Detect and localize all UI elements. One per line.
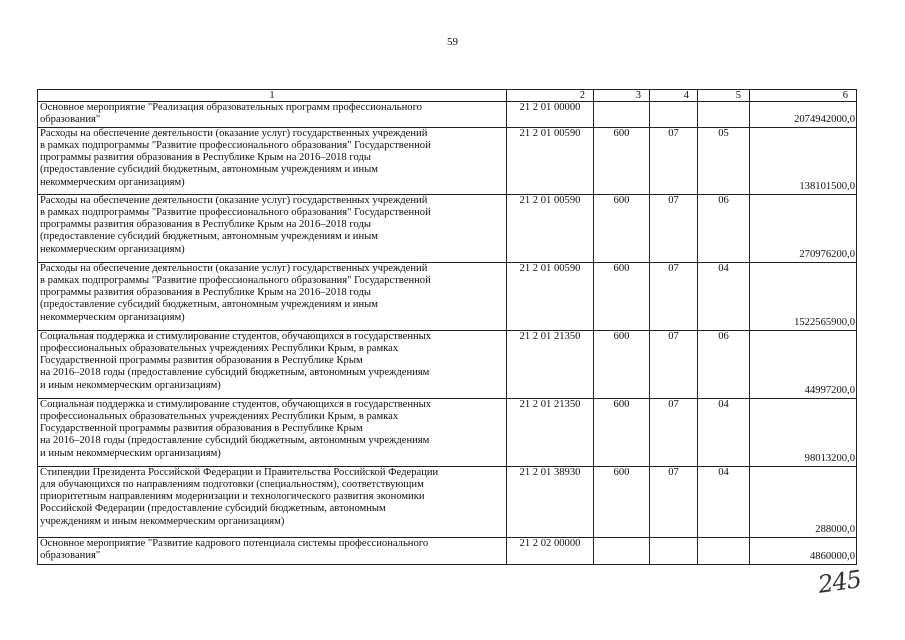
row-amount: 288000,0 bbox=[750, 466, 857, 537]
header-row bbox=[38, 90, 857, 102]
row-description: Расходы на обеспечение деятельности (оказание услуг) государственных учреждений в рамках подпрограммы "Развитие профессионального образования" Государственной программы развития образования в Республике Крым на 2016–2018 годы (предоставление субсидий бюджетным, автономным учреждениям и иным некоммерческим организациям) bbox=[38, 127, 507, 194]
row-col-4: 07 bbox=[650, 330, 698, 398]
row-col-4: 07 bbox=[650, 262, 698, 330]
row-amount: 4860000,0 bbox=[750, 537, 857, 564]
row-col-3 bbox=[594, 537, 650, 564]
row-col-5 bbox=[698, 102, 750, 128]
row-col-5: 06 bbox=[698, 194, 750, 262]
row-col-5: 04 bbox=[698, 398, 750, 466]
table-row bbox=[38, 537, 857, 564]
table-row bbox=[38, 330, 857, 398]
row-description: Основное мероприятие "Реализация образовательных программ профессионального образования" bbox=[38, 102, 507, 128]
row-code: 21 2 01 21350 bbox=[507, 330, 594, 398]
row-col-3: 600 bbox=[594, 398, 650, 466]
row-code: 21 2 02 00000 bbox=[507, 537, 594, 564]
header-col-6: 6 bbox=[750, 90, 857, 102]
row-amount: 98013200,0 bbox=[750, 398, 857, 466]
row-code: 21 2 01 21350 bbox=[507, 398, 594, 466]
table-row bbox=[38, 398, 857, 466]
table-row bbox=[38, 194, 857, 262]
row-code: 21 2 01 38930 bbox=[507, 466, 594, 537]
row-description: Социальная поддержка и стимулирование студентов, обучающихся в государственных профессиональных образовательных учреждениях Республики Крым, в рамках Государственной программы развития образования в Республике Крым на 2016–2018 годы (предоставление субсидий бюджетным, автономным учреждениям и иным некоммерческим организациям) bbox=[38, 330, 507, 398]
row-description: Социальная поддержка и стимулирование студентов, обучающихся в государственных профессиональных образовательных учреждениях Республики Крым, в рамках Государственной программы развития образования в Республике Крым на 2016–2018 годы (предоставление субсидий бюджетным, автономным учреждениям и иным некоммерческим организациям) bbox=[38, 398, 507, 466]
header-col-1: 1 bbox=[38, 90, 507, 102]
table-row bbox=[38, 262, 857, 330]
row-col-5: 04 bbox=[698, 262, 750, 330]
header-col-4: 4 bbox=[650, 90, 698, 102]
header-col-3: 3 bbox=[594, 90, 650, 102]
handwritten-page-mark: 245 bbox=[816, 565, 863, 599]
row-col-3 bbox=[594, 102, 650, 128]
row-col-4: 07 bbox=[650, 466, 698, 537]
row-amount: 1522565900,0 bbox=[750, 262, 857, 330]
row-col-4: 07 bbox=[650, 398, 698, 466]
row-col-3: 600 bbox=[594, 330, 650, 398]
row-code: 21 2 01 00590 bbox=[507, 262, 594, 330]
row-col-3: 600 bbox=[594, 262, 650, 330]
row-amount: 138101500,0 bbox=[750, 127, 857, 194]
table-row bbox=[38, 102, 857, 128]
header-col-5: 5 bbox=[698, 90, 750, 102]
row-col-5: 06 bbox=[698, 330, 750, 398]
table-row bbox=[38, 466, 857, 537]
header-col-2: 2 bbox=[507, 90, 594, 102]
row-col-3: 600 bbox=[594, 127, 650, 194]
row-col-5: 05 bbox=[698, 127, 750, 194]
row-col-5: 04 bbox=[698, 466, 750, 537]
row-col-4: 07 bbox=[650, 194, 698, 262]
row-amount: 270976200,0 bbox=[750, 194, 857, 262]
row-code: 21 2 01 00590 bbox=[507, 194, 594, 262]
row-code: 21 2 01 00590 bbox=[507, 127, 594, 194]
row-description: Стипендии Президента Российской Федерации и Правительства Российской Федерации для обучающихся по направлениям подготовки (специальностям), соответствующим приоритетным направлениям модернизации и технологического развития экономики Российской Федерации (предоставление субсидий бюджетным, автономным учреждениям и иным некоммерческим организациям) bbox=[38, 466, 507, 537]
row-amount: 2074942000,0 bbox=[750, 102, 857, 128]
row-col-4 bbox=[650, 102, 698, 128]
row-col-3: 600 bbox=[594, 466, 650, 537]
page-number: 59 bbox=[447, 36, 458, 48]
budget-table bbox=[37, 89, 857, 565]
row-col-4: 07 bbox=[650, 127, 698, 194]
row-col-4 bbox=[650, 537, 698, 564]
row-code: 21 2 01 00000 bbox=[507, 102, 594, 128]
row-col-5 bbox=[698, 537, 750, 564]
row-col-3: 600 bbox=[594, 194, 650, 262]
table-row bbox=[38, 127, 857, 194]
row-description: Расходы на обеспечение деятельности (оказание услуг) государственных учреждений в рамках подпрограммы "Развитие профессионального образования" Государственной программы развития образования в Республике Крым на 2016–2018 годы (предоставление субсидий бюджетным, автономным учреждениям и иным некоммерческим организациям) bbox=[38, 194, 507, 262]
row-amount: 44997200,0 bbox=[750, 330, 857, 398]
row-description: Расходы на обеспечение деятельности (оказание услуг) государственных учреждений в рамках подпрограммы "Развитие профессионального образования" Государственной программы развития образования в Республике Крым на 2016–2018 годы (предоставление субсидий бюджетным, автономным учреждениям и иным некоммерческим организациям) bbox=[38, 262, 507, 330]
row-description: Основное мероприятие "Развитие кадрового потенциала системы профессионального образования" bbox=[38, 537, 507, 564]
